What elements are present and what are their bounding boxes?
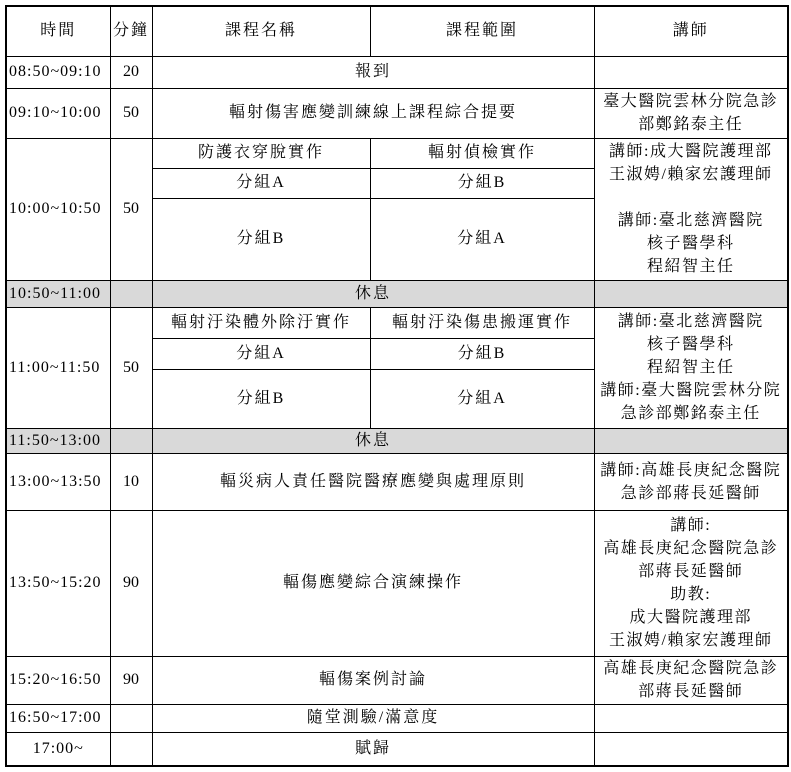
- break-row: [6, 428, 788, 453]
- group-cell: 分組B: [152, 369, 370, 428]
- empty-lecturer-cell: [594, 56, 788, 88]
- header-time: 時間: [6, 6, 110, 56]
- lecturer-cell: [594, 307, 788, 428]
- lecturer-cell: [594, 510, 788, 656]
- schedule-row: [6, 453, 788, 510]
- time-cell: 11:00~11:50: [6, 307, 110, 428]
- lecturer-line: 王淑娉/賴家宏護理師: [609, 632, 773, 649]
- lecturer-line: 部蔣長延醫師: [638, 683, 744, 700]
- time-cell: 13:50~15:20: [6, 510, 110, 656]
- lecturer-line: 核子醫學科: [646, 336, 735, 353]
- lecturer-line: 程紹智主任: [646, 359, 735, 376]
- lecturer-line: 講師:成大醫院護理部: [609, 143, 773, 160]
- course-schedule-table: [5, 5, 789, 767]
- empty-lecturer-cell: [594, 428, 788, 453]
- minutes-cell: 90: [110, 656, 152, 704]
- lecturer-line: 程紹智主任: [646, 258, 735, 275]
- empty-minutes-cell: [110, 280, 152, 307]
- group-cell: 分組B: [370, 338, 594, 369]
- schedule-row: [6, 138, 788, 168]
- course-cell: 隨堂測驗/滿意度: [152, 704, 594, 732]
- lecturer-spacer: [596, 186, 787, 209]
- group-cell: 分組B: [370, 168, 594, 198]
- lecturer-line: 急診部鄭銘泰主任: [620, 405, 761, 422]
- break-label: 休息: [152, 280, 594, 307]
- lecturer-cell: [594, 453, 788, 510]
- course-cell: 報到: [152, 56, 594, 88]
- lecturer-line: 講師:臺北慈濟醫院: [617, 212, 764, 229]
- minutes-cell: 50: [110, 88, 152, 138]
- lecturer-line: 部蔣長延醫師: [638, 563, 744, 580]
- station-cell: 輻射偵檢實作: [370, 138, 594, 168]
- time-cell: 11:50~13:00: [6, 428, 110, 453]
- schedule-row: [6, 704, 788, 732]
- group-cell: 分組B: [152, 198, 370, 280]
- lecturer-line: 講師:高雄長庚紀念醫院: [600, 461, 782, 479]
- station-cell: 輻射汙染傷患搬運實作: [370, 307, 594, 338]
- station-cell: 防護衣穿脫實作: [152, 138, 370, 168]
- header-course-scope: 課程範圍: [370, 6, 594, 56]
- station-cell: 輻射汙染體外除汙實作: [152, 307, 370, 338]
- lecturer-line: 成大醫院護理部: [629, 609, 752, 626]
- break-row: [6, 280, 788, 307]
- group-cell: 分組A: [152, 168, 370, 198]
- break-label: 休息: [152, 428, 594, 453]
- group-cell: 分組A: [370, 198, 594, 280]
- schedule-row: [6, 56, 788, 88]
- lecturer-line: 高雄長庚紀念醫院急診: [603, 540, 779, 557]
- minutes-cell: 20: [110, 56, 152, 88]
- course-cell: 輻傷應變綜合演練操作: [152, 510, 594, 656]
- header-lecturer: 講師: [594, 6, 788, 56]
- lecturer-line: 臺大醫院雲林分院急診: [603, 93, 779, 110]
- empty-lecturer-cell: [594, 704, 788, 732]
- lecturer-line: 部鄭銘泰主任: [638, 116, 744, 133]
- time-cell: 16:50~17:00: [6, 704, 110, 732]
- schedule-row: [6, 88, 788, 138]
- lecturer-cell: [594, 88, 788, 138]
- empty-minutes-cell: [110, 704, 152, 732]
- empty-minutes-cell: [110, 428, 152, 453]
- lecturer-cell: [594, 656, 788, 704]
- time-cell: 15:20~16:50: [6, 656, 110, 704]
- lecturer-line: 王淑娉/賴家宏護理師: [609, 166, 773, 183]
- group-cell: 分組A: [152, 338, 370, 369]
- course-cell: 輻傷案例討論: [152, 656, 594, 704]
- lecturer-line: 講師:臺北慈濟醫院: [617, 313, 764, 330]
- header-row: [6, 6, 788, 56]
- minutes-cell: 90: [110, 510, 152, 656]
- schedule-body: [6, 6, 788, 766]
- minutes-cell: 50: [110, 307, 152, 428]
- course-cell: 輻射傷害應變訓練線上課程綜合提要: [152, 88, 594, 138]
- group-cell: 分組A: [370, 369, 594, 428]
- empty-lecturer-cell: [594, 732, 788, 766]
- empty-minutes-cell: [110, 732, 152, 766]
- lecturer-line: 助教:: [670, 586, 712, 603]
- lecturer-line: 高雄長庚紀念醫院急診: [603, 660, 779, 677]
- minutes-cell: 10: [110, 453, 152, 510]
- lecturer-line: 急診部蔣長延醫師: [620, 484, 761, 502]
- lecturer-line: 講師:臺大醫院雲林分院: [600, 382, 782, 399]
- time-cell: 08:50~09:10: [6, 56, 110, 88]
- lecturer-line: 核子醫學科: [646, 235, 735, 252]
- time-cell: 13:00~13:50: [6, 453, 110, 510]
- schedule-row: [6, 656, 788, 704]
- lecturer-line: 講師:: [670, 517, 712, 534]
- time-cell: 10:00~10:50: [6, 138, 110, 280]
- lecturer-cell: [594, 138, 788, 280]
- header-course-name: 課程名稱: [152, 6, 370, 56]
- header-minutes: 分鐘: [110, 6, 152, 56]
- schedule-row: [6, 732, 788, 766]
- time-cell: 09:10~10:00: [6, 88, 110, 138]
- schedule-row: [6, 510, 788, 656]
- empty-lecturer-cell: [594, 280, 788, 307]
- time-cell: 17:00~: [6, 732, 110, 766]
- minutes-cell: 50: [110, 138, 152, 280]
- schedule-row: [6, 307, 788, 338]
- course-cell: 賦歸: [152, 732, 594, 766]
- course-cell: 輻災病人責任醫院醫療應變與處理原則: [152, 453, 594, 510]
- time-cell: 10:50~11:00: [6, 280, 110, 307]
